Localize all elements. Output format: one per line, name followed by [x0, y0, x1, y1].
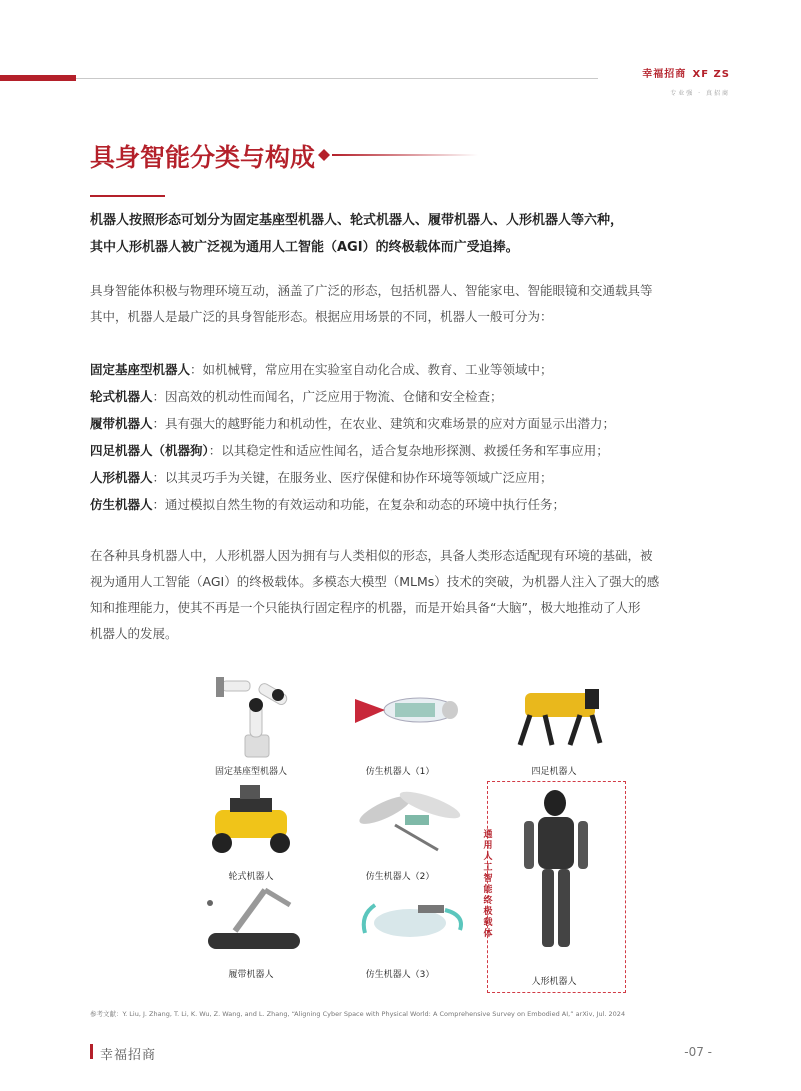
type-item: [90, 464, 730, 491]
caption-fixed: 固定基座型机器人: [214, 767, 287, 777]
brand-logo: [640, 63, 730, 97]
type-name: 履带机器人: [90, 416, 153, 431]
caption-bionic-2: 仿生机器人（2）: [365, 872, 435, 882]
type-name: 仿生机器人: [90, 497, 153, 512]
type-item: [90, 410, 730, 437]
caption-quadruped: 四足机器人: [531, 767, 577, 777]
body-line: 视为通用人工智能（AGI）的终极载体。多模态大模型（MLMs）技术的突破，为机器人注入了强大的感: [90, 574, 660, 589]
brand-mark: XF ZS: [692, 69, 730, 80]
type-desc: ：具有强大的越野能力和机动性，在农业、建筑和灾难场景的应对方面显示出潜力；: [152, 416, 616, 431]
caption-wheeled: 轮式机器人: [228, 872, 274, 882]
intro-line: 具身智能体积极与物理环境互动，涵盖了广泛的形态，包括机器人、智能家电、智能眼镜和交通载具等: [90, 283, 653, 298]
header-accent-bar: [0, 75, 76, 81]
type-name: 轮式机器人: [90, 389, 153, 404]
type-item: [90, 356, 730, 383]
footer-accent-bar: [90, 1044, 93, 1059]
type-item: [90, 437, 730, 464]
robot-fish-icon: [355, 698, 458, 723]
lead-line: 其中人形机器人被广泛视为通用人工智能（AGI）的终极载体而广受追捧。: [90, 240, 519, 255]
body-line: 知和推理能力，使其不再是一个只能执行固定程序的机器，而是开始具备“大脑”，极大地推动了人形: [90, 600, 641, 615]
robot-type-list: [90, 356, 730, 518]
robotic-arm-icon: [216, 677, 289, 757]
body-line: 在各种具身机器人中，人形机器人因为拥有与人类相似的形态，具备人类形态适配现有环境的基础，被: [90, 548, 653, 563]
agi-highlight-box: [487, 781, 626, 993]
type-desc: ：以其灵巧手为关键，在服务业、医疗保健和协作环境等领域广泛应用；: [152, 470, 553, 485]
tracked-robot-icon: [207, 890, 300, 949]
type-name: 人形机器人: [90, 470, 153, 485]
body-line: 机器人的发展。: [90, 626, 178, 641]
wheeled-robot-icon: [212, 785, 290, 853]
reference-note: 参考文献：Y. Liu, J. Zhang, T. Li, K. Wu, Z. Wang, and L. Zhang, “Aligning Cyber Space with Physical World: A Comprehensive Survey on Embodied AI,” arXiv, Jul. 2024: [90, 1010, 626, 1018]
header-rule: [76, 78, 598, 79]
robot-dog-icon: [520, 689, 600, 745]
type-item: [90, 491, 730, 518]
intro-paragraph: [90, 278, 730, 330]
brand-name: 幸福招商: [642, 69, 687, 80]
type-desc: ：因高效的机动性而闻名，广泛应用于物流、仓储和安全检查；: [152, 389, 503, 404]
type-desc: ：以其稳定性和适应性闻名，适合复杂地形探测、救援任务和军事应用；: [208, 443, 609, 458]
lead-line: 机器人按照形态可划分为固定基座型机器人、轮式机器人、履带机器人、人形机器人等六种，: [90, 213, 624, 228]
brand-slogan: 专业强 · 真招商: [670, 90, 730, 97]
caption-bionic-3: 仿生机器人（3）: [365, 970, 435, 980]
type-desc: ：通过模拟自然生物的有效运动和功能，在复杂和动态的环境中执行任务；: [152, 497, 566, 512]
robot-bionic3-icon: [364, 905, 461, 937]
caption-bionic-1: 仿生机器人（1）: [365, 767, 435, 777]
caption-tracked: 履带机器人: [228, 970, 274, 980]
type-name: 固定基座型机器人: [90, 362, 191, 377]
title-diamond-decoration: [318, 149, 478, 161]
intro-line: 其中，机器人是最广泛的具身智能形态。根据应用场景的不同，机器人一般可分为：: [90, 309, 553, 324]
page-number: -07 -: [684, 1045, 712, 1059]
caption-humanoid: 人形机器人: [531, 977, 577, 987]
type-item: [90, 383, 730, 410]
lead-paragraph: [90, 207, 730, 261]
type-name: 四足机器人（机器狗）: [90, 443, 209, 458]
robot-insect-icon: [356, 787, 463, 850]
agi-vertical-label: 通用人工智能终极载体: [483, 830, 493, 939]
type-desc: ：如机械臂，常应用在实验室自动化合成、教育、工业等领域中；: [190, 362, 553, 377]
section-title: 具身智能分类与构成: [90, 143, 316, 172]
body-paragraph: [90, 543, 730, 647]
title-underline: [90, 195, 165, 197]
footer-brand: 幸福招商: [100, 1048, 157, 1063]
